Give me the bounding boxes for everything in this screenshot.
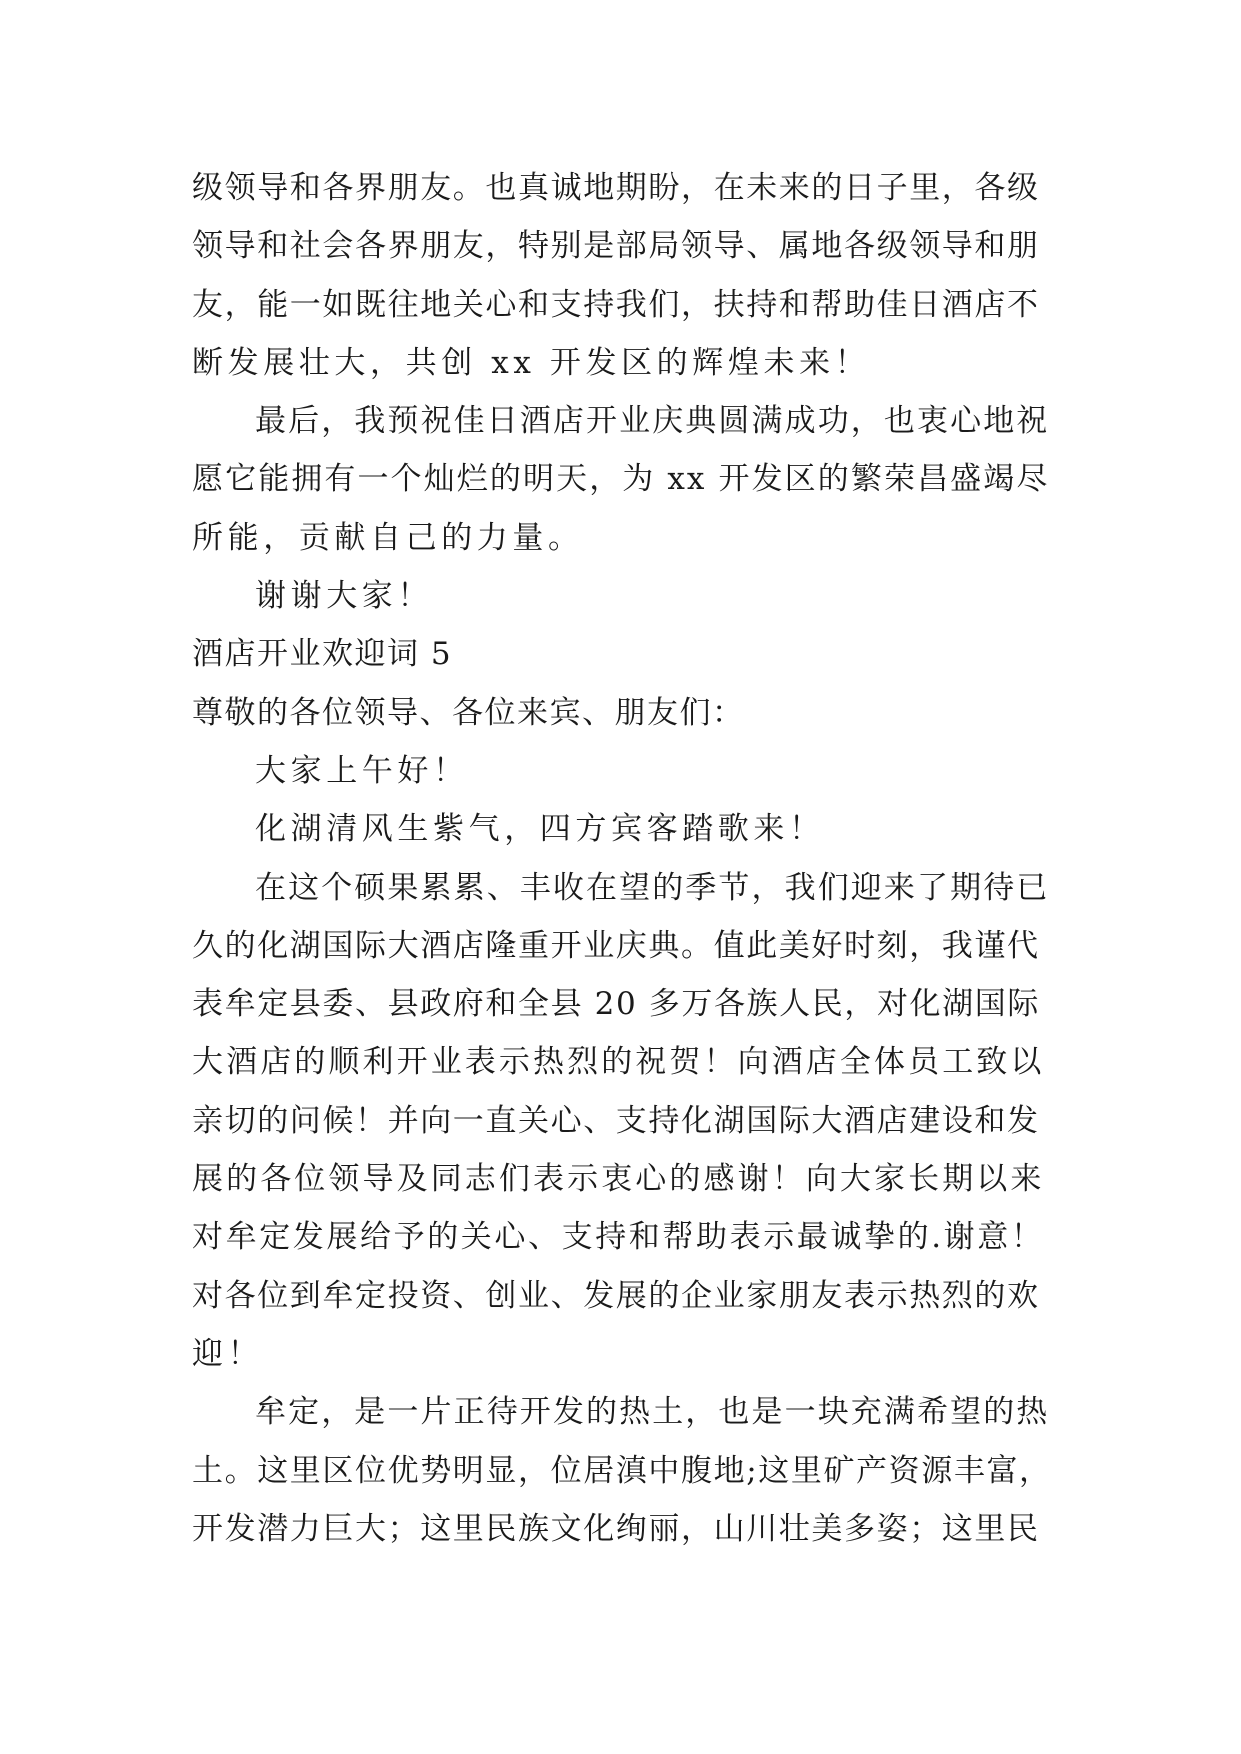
- text-line: 断发展壮大，共创 xx 开发区的辉煌未来！: [192, 344, 871, 381]
- document-body: [192, 159, 1052, 1558]
- text-line: 迎！: [192, 1335, 264, 1372]
- text-line: 级领导和各界朋友。也真诚地期盼，在未来的日子里，各级: [192, 170, 1040, 206]
- greeting-line: 大家上午好！: [255, 752, 469, 789]
- text-line: 久的化湖国际大酒店隆重开业庆典。值此美好时刻，我谨代: [192, 927, 1040, 964]
- text-line: 对各位到牟定投资、创业、发展的企业家朋友表示热烈的欢: [192, 1277, 1040, 1314]
- text-line: 展的各位领导及同志们表示衷心的感谢！向大家长期以来: [192, 1161, 1045, 1198]
- text-line: 化湖清风生紫气，四方宾客踏歌来！: [255, 811, 825, 848]
- text-line: 对牟定发展给予的关心、支持和帮助表示最诚挚的.谢意！: [192, 1219, 1045, 1256]
- section-heading: 酒店开业欢迎词 5: [192, 636, 453, 673]
- salutation: 尊敬的各位领导、各位来宾、朋友们：: [192, 694, 745, 731]
- text-line: 愿它能拥有一个灿烂的明天，为 xx 开发区的繁荣昌盛竭尽: [192, 461, 1050, 498]
- text-line: 友，能一如既往地关心和支持我们，扶持和帮助佳日酒店不: [192, 286, 1040, 323]
- text-line: 牟定，是一片正待开发的热土，也是一块充满希望的热: [255, 1394, 1050, 1431]
- text-line: 所能，贡献自己的力量。: [192, 519, 584, 556]
- text-line: 表牟定县委、县政府和全县 20 多万各族人民，对化湖国际: [192, 986, 1040, 1023]
- text-line: 开发潜力巨大；这里民族文化绚丽，山川壮美多姿；这里民: [192, 1510, 1040, 1547]
- text-line: 土。这里区位优势明显，位居滇中腹地;这里矿产资源丰富，: [192, 1452, 1052, 1489]
- text-line: 最后，我预祝佳日酒店开业庆典圆满成功，也衷心地祝: [255, 403, 1050, 440]
- text-line: 领导和社会各界朋友，特别是部局领导、属地各级领导和朋: [192, 228, 1040, 265]
- text-line: 亲切的问候！并向一直关心、支持化湖国际大酒店建设和发: [192, 1102, 1040, 1139]
- text-line: 在这个硕果累累、丰收在望的季节，我们迎来了期待已: [255, 869, 1050, 906]
- text-line: 大酒店的顺利开业表示热烈的祝贺！向酒店全体员工致以: [192, 1044, 1045, 1081]
- closing-line: 谢谢大家！: [255, 578, 433, 615]
